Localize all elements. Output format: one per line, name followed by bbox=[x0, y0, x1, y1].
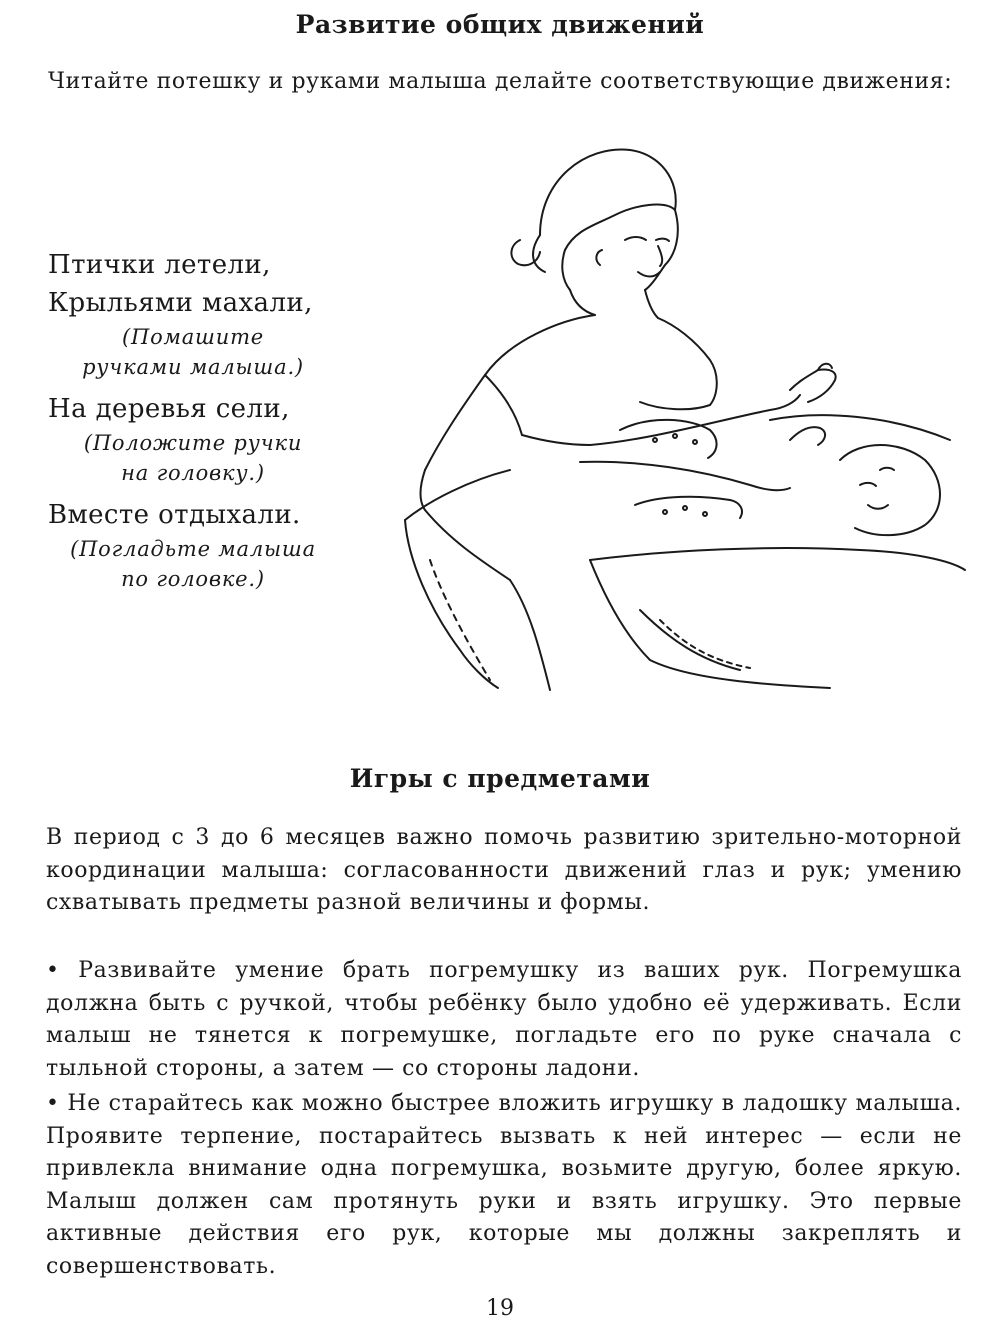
section-title: Игры с предметами bbox=[349, 764, 651, 793]
poem-line: Птички летели, bbox=[48, 250, 271, 280]
section-title: Развитие общих движений bbox=[295, 10, 705, 39]
poem-instruction: (Положите ручки bbox=[83, 431, 303, 455]
intro-text bbox=[12, 66, 962, 98]
poem-instruction: на головку.) bbox=[121, 461, 265, 485]
poem-instruction: (Помашите bbox=[121, 325, 265, 349]
poem-instruction: по головке.) bbox=[121, 567, 265, 591]
poem-line: На деревья сели, bbox=[48, 394, 290, 424]
section-paragraph: В период с 3 до 6 месяцев важно помочь развитию зрительно-моторной координации малыша: согласованности движений глаз и рук; умению схватывать предметы разной величины и формы. bbox=[46, 825, 962, 915]
intro-paragraph: Читайте потешку и руками малыша делайте соответствующие движения: bbox=[48, 69, 953, 94]
nursery-rhyme bbox=[48, 246, 388, 594]
poem-line: Крыльями махали, bbox=[48, 288, 313, 318]
poem-instruction: (Погладьте малыша bbox=[70, 537, 316, 561]
mother-baby-illustration bbox=[390, 140, 970, 700]
bullet-paragraph: • Развивайте умение брать погремушку из ваших рук. Погремушка должна быть с ручкой, чтобы ребёнку было удобно её удерживать. Если малыш не тянется к погремушке, погладьте его по руке сначала с тыльной стороны, а затем — со стороны ладони. bbox=[46, 958, 962, 1081]
page-number: 19 bbox=[486, 1296, 514, 1321]
bullet-paragraph: • Не старайтесь как можно быстрее вложить игрушку в ладошку малыша. Проявите терпение, постарайтесь вызвать к ней интерес — если не привлекла внимание одна погремушка, возьмите другую, более яркую. Малыш должен сам протянуть руки и взять игрушку. Это первые активные действия его рук, которые мы должны закреплять и совершенствовать. bbox=[46, 1091, 962, 1279]
poem-instruction: ручками малыша.) bbox=[82, 355, 304, 379]
poem-line: Вместе отдыхали. bbox=[48, 500, 301, 530]
